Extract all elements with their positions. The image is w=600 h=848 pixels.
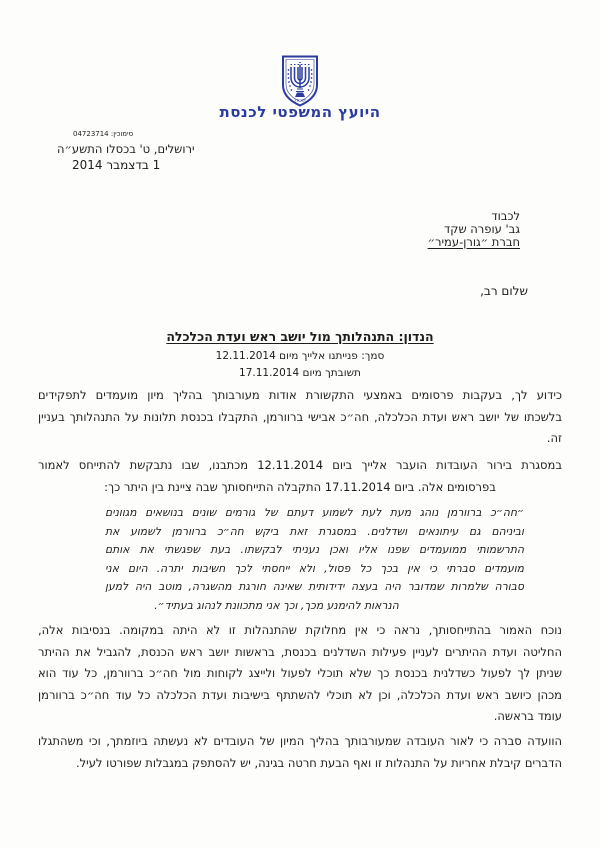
city-hebrew-date: ירושלים, ט' בכסלו התשע״ה — [57, 142, 195, 156]
subject-block — [0, 329, 600, 381]
org-title: היועץ המשפטי לכנסת — [219, 103, 381, 121]
paragraph-4 — [38, 731, 562, 774]
text-line: זה. — [546, 431, 562, 445]
text-line: ״חה״כ ברוורמן נוהג מעת לעת לשמוע דעתם של גורמים שונים בנושאים מגוונים — [105, 506, 524, 519]
israel-state-emblem-icon — [278, 55, 322, 107]
recipient-company: חברת ״גורן-עמיר״ — [427, 234, 520, 249]
text-line: כידוע לך, בעקבות פרסומים באמצעי התקשורת אודות מעורבותך בהליך מיון מועמדים לתפקידים — [38, 388, 562, 402]
paragraph-2 — [38, 455, 562, 498]
text-line: בפרסומים אלה. ביום 17.11.2014 התקבלה התייחסותך שבה ציינת בין היתר כך: — [104, 479, 496, 494]
text-line: סבורה שלמרות שמדובר היה בעצה ידידותית שאינה חורגת מהשגרה, מוטב היה למען — [105, 580, 524, 593]
recipient-salutation: לכבוד — [491, 209, 520, 223]
text-line: נוכח האמור בהתייחסותך, נראה כי אין מחלוקת שהתנהלות זו לא היתה במקומה. בנסיבות אלה, — [38, 623, 562, 637]
greeting-line: שלום רב, — [480, 284, 528, 298]
text-line: הוועדה סברה כי לאור העובדה שמעורבותך בהליך המיון של העובדים לא נעשתה ביוזמתך, וכי משהתגלו — [38, 734, 562, 748]
subject-reference-1: סמך: פנייתנו אלייך מיום 12.11.2014 — [215, 350, 385, 362]
text-line: התרשמותי ממועמדים שפנו אליו ואכן נעניתי לבקשתו. בעת שפגשתי את אותם — [105, 543, 524, 556]
text-line: הנראות להימנע מכך, וכך אני מתכוונת לנהוג בעתיד״. — [154, 598, 399, 612]
date-block — [57, 130, 207, 173]
paragraph-1 — [38, 385, 562, 450]
emblem-caption: ישראל — [294, 98, 306, 104]
reference-number: סימוכין: 04723714 — [73, 130, 134, 138]
subject-reference-2: תשובתך מיום 17.11.2014 — [239, 366, 361, 379]
text-line: מכהן כיושב ראש ועדת הכלכלה, וכן לא תוכלי להשתתף בישיבות ועדת הכלכלה כל עוד חה״כ ברוורמן — [38, 687, 562, 702]
text-line: החליטה ועדת ההיתרים לעניין פעילות השדלנים בכנסת, בראשות יושב ראש הכנסת, להגביל את ההיתר — [38, 644, 562, 659]
text-line: וביניהם גם עיתונאים ושדלנים. במסגרת זאת ביקש חה״כ ברוורמן לשמוע את — [105, 524, 524, 538]
paragraph-3 — [38, 620, 562, 728]
text-line: הדברים קיבלת אחריות על התנהלות זו ואף הבעת חרטה בגינה, יש להסתפק במגבלות שפורטו לעיל. — [75, 755, 562, 770]
recipient-name: גב' עופרה שקד — [444, 221, 520, 236]
text-line: שניתן לך לפעול כשדלנית בכנסת כך שלא תוכלי לפעול ולייצג לקוחות מול חה״כ ברוורמן, כל עוד הוא — [38, 666, 562, 680]
text-line: במסגרת בירור העובדות הועבר אלייך ביום 12.11.2014 מכתבנו, שבו נתבקשת להתייחס לאמור — [38, 458, 562, 472]
text-line: בלשכתו של יושב ראש ועדת הכלכלה, חה״כ אבישי ברוורמן, התקבלו בכנסת תלונות על התנהלותך בעניין — [38, 409, 562, 424]
recipient-block — [428, 210, 520, 248]
subject-heading: הנדון: התנהלותך מול יושב ראש ועדת הכלכלה — [166, 329, 434, 344]
quote-block — [105, 504, 524, 615]
text-line: מועמדים סברתי כי אין בכך כל פסול, ולא ייחסתי לכך חשיבות יתרה. היום אני — [105, 561, 524, 575]
text-line: עומד בראשה. — [493, 709, 562, 723]
gregorian-date: 1 בדצמבר 2014 — [72, 158, 161, 172]
